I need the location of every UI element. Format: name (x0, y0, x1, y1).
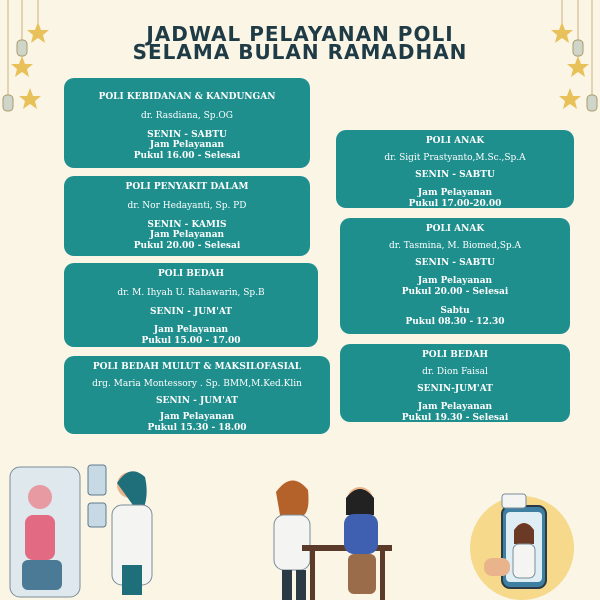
days: SENIN - SABTU (415, 257, 495, 268)
poli-name: POLI KEBIDANAN & KANDUNGAN (98, 92, 276, 102)
star-lantern-garland-right-icon (540, 0, 600, 130)
schedule-card-kebidanan (64, 78, 310, 168)
doctor-name: dr. Nor Hedayanti, Sp. PD (127, 200, 247, 211)
poli-name: POLI ANAK (425, 136, 485, 146)
nurse-patient-illustration-icon (0, 455, 170, 600)
days: SENIN-JUM'AT (417, 383, 493, 394)
time: Pukul 20.00 - Selesai (133, 241, 241, 252)
jam-label: Jam Pelayanan (159, 412, 235, 423)
poli-name: POLI PENYAKIT DALAM (125, 182, 249, 192)
schedule-card-bedah-2 (340, 344, 570, 422)
time: Pukul 17.00-20.00 (408, 199, 502, 210)
days: SENIN - JUM'AT (149, 306, 233, 317)
doctor-name: dr. M. Ihyah U. Rahawarin, Sp.B (117, 287, 265, 298)
poli-name: POLI BEDAH MULUT & MAKSILOFASIAL (92, 362, 302, 372)
time: Pukul 20.00 - Selesai (401, 287, 509, 298)
jam-label: Jam Pelayanan (149, 230, 225, 241)
page-title-line1: JADWAL PELAYANAN POLI (146, 22, 454, 46)
jam-label: Jam Pelayanan (153, 325, 229, 336)
star-lantern-garland-left-icon (0, 0, 60, 130)
time: Pukul 16.00 - Selesai (133, 151, 241, 162)
time: Pukul 15.00 - 17.00 (141, 336, 241, 347)
doctor-name: dr. Tasmina, M. Biomed,Sp.A (389, 240, 521, 251)
time: Pukul 15.30 - 18.00 (147, 423, 247, 434)
doctor-name: drg. Maria Montessory . Sp. BMM,M.Ked.Klin (92, 378, 302, 389)
days: SENIN - KAMIS (147, 219, 227, 230)
jam-label: Jam Pelayanan (149, 140, 225, 151)
doctor-checkup-illustration-icon (262, 470, 402, 600)
poli-name: POLI ANAK (425, 224, 485, 234)
poli-name: POLI BEDAH (157, 269, 225, 279)
phone-doctor-illustration-icon (464, 488, 576, 600)
jam-label: Jam Pelayanan (417, 276, 493, 287)
schedule-card-anak-2 (340, 218, 570, 334)
doctor-name: dr. Rasdiana, Sp.OG (140, 110, 233, 121)
page-title-line2: SELAMA BULAN RAMADHAN (132, 40, 468, 64)
schedule-card-bedah-1 (64, 263, 318, 347)
doctor-name: dr. Sigit Prastyanto,M.Sc.,Sp.A (384, 152, 526, 163)
days: SENIN - SABTU (147, 129, 227, 140)
jam-label: Jam Pelayanan (417, 402, 493, 413)
schedule-card-anak-1 (336, 130, 574, 208)
schedule-card-penyakit-dalam (64, 176, 310, 256)
doctor-name: dr. Dion Faisal (422, 366, 488, 377)
days: SENIN - JUM'AT (155, 395, 239, 406)
poli-name: POLI BEDAH (421, 350, 489, 360)
jam-label: Jam Pelayanan (417, 188, 493, 199)
days: SENIN - SABTU (415, 169, 495, 180)
extra-day: Sabtu (440, 305, 470, 316)
time: Pukul 19.30 - Selesai (401, 413, 509, 424)
schedule-card-bedah-mulut (64, 356, 330, 434)
extra-time: Pukul 08.30 - 12.30 (405, 316, 505, 327)
